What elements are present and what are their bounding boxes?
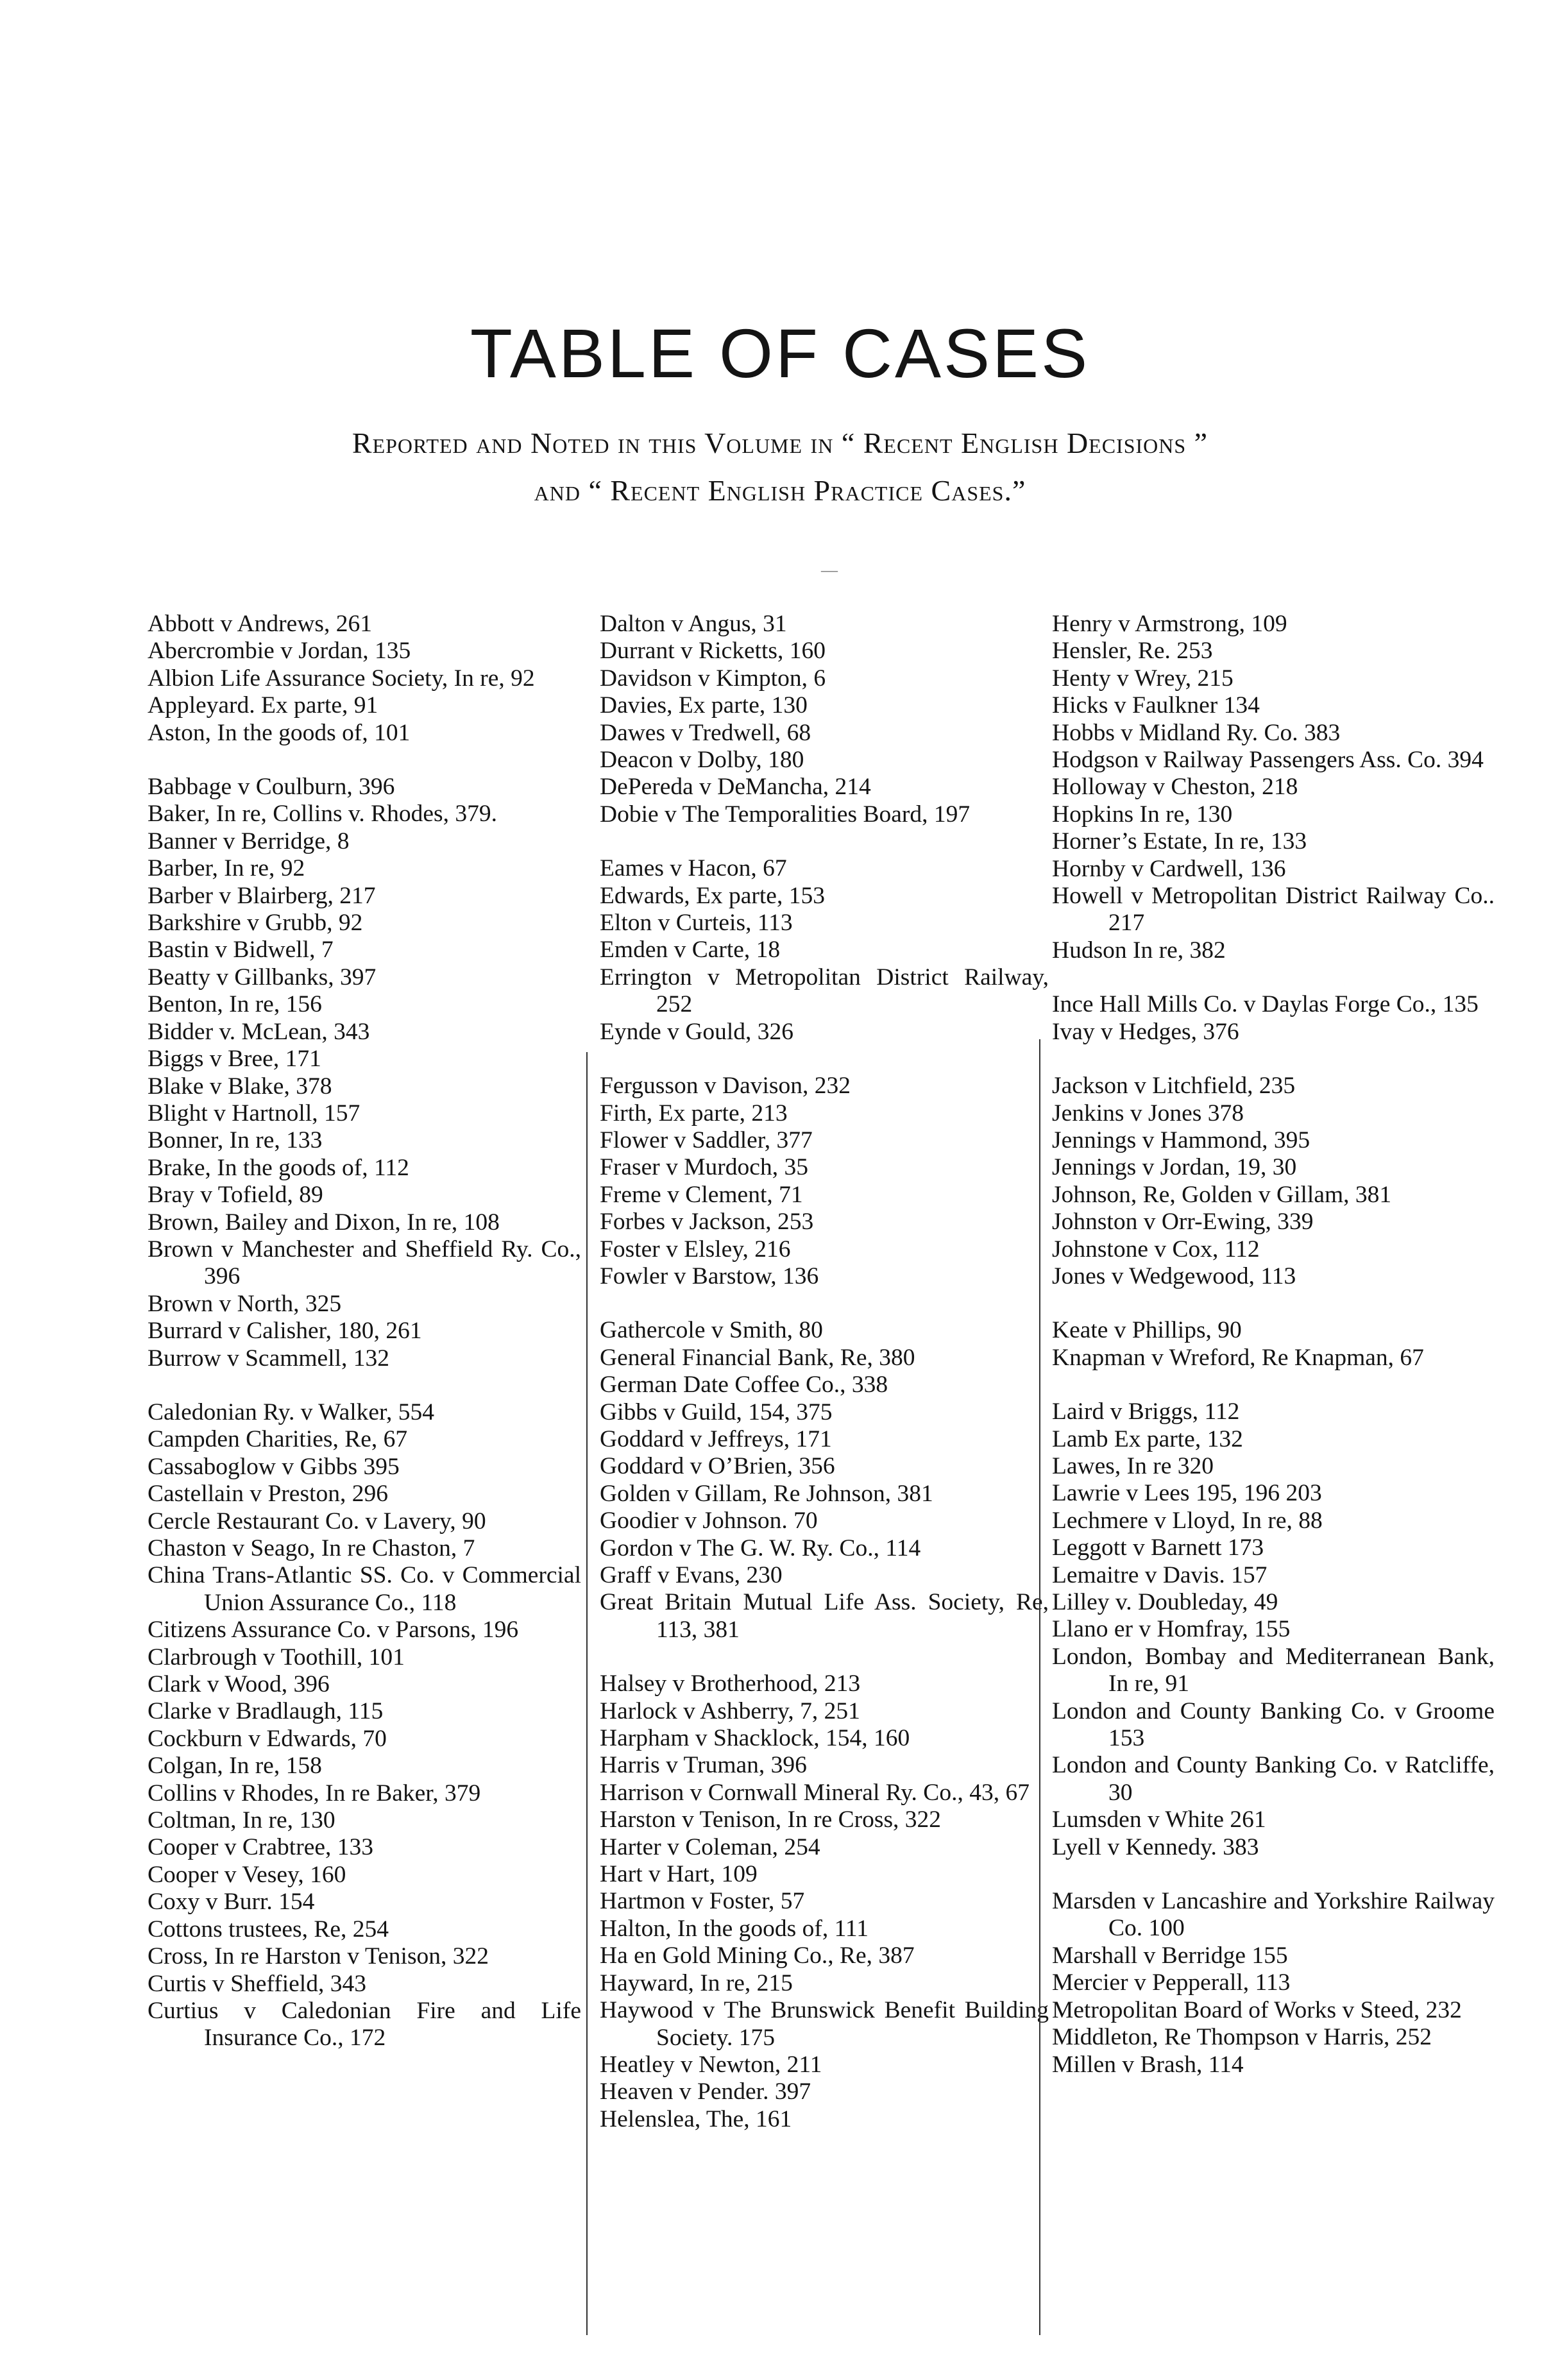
case-entry: Errington v Metropolitan District Railway, 252 xyxy=(600,964,1049,1018)
case-entry: Aston, In the goods of, 101 xyxy=(148,719,411,746)
case-entry: Brown v North, 325 xyxy=(148,1290,342,1317)
case-entry: Keate v Phillips, 90 xyxy=(1052,1317,1242,1344)
case-entry: Dawes v Tredwell, 68 xyxy=(600,719,811,746)
case-entry: Foster v Elsley, 216 xyxy=(600,1236,791,1262)
case-entry: Cassaboglow v Gibbs 395 xyxy=(148,1453,400,1480)
case-entry: China Trans-Atlantic SS. Co. v Commercial Union Assurance Co., 118 xyxy=(148,1562,581,1616)
case-entry: Coxy v Burr. 154 xyxy=(148,1889,315,1916)
case-entry: Hodgson v Railway Passengers Ass. Co. 394 xyxy=(1052,747,1484,774)
case-entry: Horner’s Estate, In re, 133 xyxy=(1052,828,1307,855)
case-entry: Howell v Metropolitan District Railway Co.. 217 xyxy=(1052,883,1495,937)
case-entry: Blake v Blake, 378 xyxy=(148,1073,332,1100)
case-entry: Caledonian Ry. v Walker, 554 xyxy=(148,1398,435,1425)
case-entry: Halsey v Brotherhood, 213 xyxy=(600,1670,861,1697)
case-entry: DePereda v DeMancha, 214 xyxy=(600,774,871,801)
case-entry: Fraser v Murdoch, 35 xyxy=(600,1154,808,1181)
case-entry: Edwards, Ex parte, 153 xyxy=(600,882,825,909)
case-entry: Burrow v Scammell, 132 xyxy=(148,1345,390,1372)
case-entry: Bray v Tofield, 89 xyxy=(148,1182,323,1209)
case-entry: Hicks v Faulkner 134 xyxy=(1052,692,1260,719)
case-entry: Dalton v Angus, 31 xyxy=(600,611,787,637)
case-entry: Benton, In re, 156 xyxy=(148,991,322,1018)
case-entry: Halton, In the goods of, 111 xyxy=(600,1915,869,1942)
case-entry: Harris v Truman, 396 xyxy=(600,1752,807,1779)
case-entry: Elton v Curteis, 113 xyxy=(600,910,793,937)
index-column-1 xyxy=(148,611,581,2052)
case-entry: Harston v Tenison, In re Cross, 322 xyxy=(600,1806,942,1833)
case-entry: Knapman v Wreford, Re Knapman, 67 xyxy=(1052,1344,1424,1371)
case-entry: Harter v Coleman, 254 xyxy=(600,1833,820,1860)
case-entry: Lyell v Kennedy. 383 xyxy=(1052,1833,1259,1860)
case-entry: Lumsden v White 261 xyxy=(1052,1806,1266,1833)
case-entry: Appleyard. Ex parte, 91 xyxy=(148,692,378,719)
case-entry: Hudson In re, 382 xyxy=(1052,937,1226,964)
column-rule-left xyxy=(586,1052,588,2335)
case-entry: Freme v Clement, 71 xyxy=(600,1181,803,1208)
case-entry: Goddard v O’Brien, 356 xyxy=(600,1453,835,1480)
case-entry: Coltman, In re, 130 xyxy=(148,1807,335,1834)
case-entry: Harrison v Cornwall Mineral Ry. Co., 43, 67 xyxy=(600,1779,1030,1806)
case-entry: Eames v Hacon, 67 xyxy=(600,855,787,882)
case-entry: Gordon v The G. W. Ry. Co., 114 xyxy=(600,1534,921,1561)
case-entry: Brake, In the goods of, 112 xyxy=(148,1154,409,1181)
case-entry: Babbage v Coulburn, 396 xyxy=(148,774,395,801)
subtitle-line-2: and “ Recent English Practice Cases.” xyxy=(534,474,1026,507)
case-entry: Biggs v Bree, 171 xyxy=(148,1046,321,1073)
case-entry: Gathercole v Smith, 80 xyxy=(600,1317,823,1344)
case-entry: Lawrie v Lees 195, 196 203 xyxy=(1052,1480,1322,1507)
case-entry: Brown v Manchester and Sheffield Ry. Co., 396 xyxy=(148,1236,581,1290)
case-entry: Forbes v Jackson, 253 xyxy=(600,1209,814,1236)
case-entry: Collins v Rhodes, In re Baker, 379 xyxy=(148,1780,481,1806)
case-entry: Hobbs v Midland Ry. Co. 383 xyxy=(1052,719,1341,746)
case-entry: Lawes, In re 320 xyxy=(1052,1452,1214,1479)
case-entry: Helenslea, The, 161 xyxy=(600,2105,792,2132)
case-entry: Jenkins v Jones 378 xyxy=(1052,1100,1244,1126)
case-entry: Cooper v Crabtree, 133 xyxy=(148,1834,373,1861)
case-entry: Johnstone v Cox, 112 xyxy=(1052,1236,1260,1262)
case-entry: Chaston v Seago, In re Chaston, 7 xyxy=(148,1535,475,1561)
column-rule-right xyxy=(1039,1039,1040,2335)
case-entry: Ha en Gold Mining Co., Re, 387 xyxy=(600,1942,915,1969)
case-entry: Hayward, In re, 215 xyxy=(600,1969,793,1996)
case-entry: Marshall v Berridge 155 xyxy=(1052,1942,1288,1969)
case-entry: Goddard v Jeffreys, 171 xyxy=(600,1425,832,1452)
case-entry: Citizens Assurance Co. v Parsons, 196 xyxy=(148,1617,519,1644)
case-entry: Jennings v Hammond, 395 xyxy=(1052,1126,1310,1153)
case-entry: Jones v Wedgewood, 113 xyxy=(1052,1262,1296,1289)
subtitle-line-1: Reported and Noted in this Volume in “ Recent English Decisions ” xyxy=(352,427,1208,459)
ornament-mark: — xyxy=(821,561,838,579)
case-entry: Middleton, Re Thompson v Harris, 252 xyxy=(1052,2024,1432,2051)
case-entry: Curtius v Caledonian Fire and Life Insurance Co., 172 xyxy=(148,1997,581,2052)
case-entry: Gibbs v Guild, 154, 375 xyxy=(600,1398,833,1425)
case-entry: Millen v Brash, 114 xyxy=(1052,2051,1244,2078)
case-entry: Goodier v Johnson. 70 xyxy=(600,1508,818,1534)
case-entry: Abercrombie v Jordan, 135 xyxy=(148,638,411,665)
case-entry: Hartmon v Foster, 57 xyxy=(600,1888,805,1915)
page-title: TABLE OF CASES xyxy=(470,314,1090,392)
case-entry: Clarbrough v Toothill, 101 xyxy=(148,1644,405,1670)
case-entry: Harpham v Shacklock, 154, 160 xyxy=(600,1725,910,1752)
case-entry: Cross, In re Harston v Tenison, 322 xyxy=(148,1943,489,1970)
case-entry: Emden v Carte, 18 xyxy=(600,937,781,964)
case-entry: Leggott v Barnett 173 xyxy=(1052,1534,1264,1561)
case-entry: Flower v Saddler, 377 xyxy=(600,1126,813,1153)
case-entry: Golden v Gillam, Re Johnson, 381 xyxy=(600,1480,933,1507)
case-entry: Heatley v Newton, 211 xyxy=(600,2051,822,2078)
case-entry: Cercle Restaurant Co. v Lavery, 90 xyxy=(148,1508,486,1534)
case-entry: Albion Life Assurance Society, In re, 92 xyxy=(148,665,535,692)
case-entry: Abbott v Andrews, 261 xyxy=(148,611,372,637)
case-entry: Henty v Wrey, 215 xyxy=(1052,665,1234,692)
case-entry: Ivay v Hedges, 376 xyxy=(1052,1018,1239,1045)
case-entry: Lilley v. Doubleday, 49 xyxy=(1052,1589,1278,1615)
case-entry: Curtis v Sheffield, 343 xyxy=(148,1970,366,1997)
case-entry: London, Bombay and Mediterranean Bank, In re, 91 xyxy=(1052,1643,1495,1697)
case-entry: Baker, In re, Collins v. Rhodes, 379. xyxy=(148,801,497,828)
case-entry: Clark v Wood, 396 xyxy=(148,1671,330,1698)
case-entry: Brown, Bailey and Dixon, In re, 108 xyxy=(148,1209,500,1236)
case-entry: Campden Charities, Re, 67 xyxy=(148,1426,408,1453)
case-entry: Firth, Ex parte, 213 xyxy=(600,1100,788,1126)
case-entry: Burrard v Calisher, 180, 261 xyxy=(148,1318,422,1345)
index-column-2 xyxy=(600,611,1049,2133)
case-entry: Cooper v Vesey, 160 xyxy=(148,1861,346,1888)
case-entry: Davies, Ex parte, 130 xyxy=(600,692,808,719)
case-entry: Hensler, Re. 253 xyxy=(1052,638,1213,665)
case-entry: Bastin v Bidwell, 7 xyxy=(148,937,334,964)
case-entry: Great Britain Mutual Life Ass. Society, Re, 113, 381 xyxy=(600,1589,1049,1643)
case-entry: Hornby v Cardwell, 136 xyxy=(1052,855,1286,882)
case-entry: Blight v Hartnoll, 157 xyxy=(148,1100,360,1126)
case-entry: German Date Coffee Co., 338 xyxy=(600,1372,888,1398)
case-entry: Laird v Briggs, 112 xyxy=(1052,1398,1240,1425)
case-entry: Graff v Evans, 230 xyxy=(600,1562,783,1588)
case-entry: Bidder v. McLean, 343 xyxy=(148,1018,370,1045)
case-entry: Henry v Armstrong, 109 xyxy=(1052,611,1287,637)
case-entry: Clarke v Bradlaugh, 115 xyxy=(148,1698,384,1725)
case-entry: Johnson, Re, Golden v Gillam, 381 xyxy=(1052,1181,1392,1208)
case-entry: Hopkins In re, 130 xyxy=(1052,801,1233,828)
case-entry: Lechmere v Lloyd, In re, 88 xyxy=(1052,1507,1323,1534)
case-entry: Ince Hall Mills Co. v Daylas Forge Co., 135 xyxy=(1052,991,1479,1018)
case-entry: Banner v Berridge, 8 xyxy=(148,828,350,854)
case-entry: London and County Banking Co. v Groome 153 xyxy=(1052,1697,1495,1752)
case-entry: Jackson v Litchfield, 235 xyxy=(1052,1073,1296,1100)
case-entry: Holloway v Cheston, 218 xyxy=(1052,774,1298,801)
case-entry: Lamb Ex parte, 132 xyxy=(1052,1425,1243,1452)
case-entry: Jennings v Jordan, 19, 30 xyxy=(1052,1154,1297,1181)
case-entry: Colgan, In re, 158 xyxy=(148,1753,322,1780)
case-entry: Mercier v Pepperall, 113 xyxy=(1052,1969,1291,1996)
case-entry: Barkshire v Grubb, 92 xyxy=(148,910,363,937)
case-entry: Deacon v Dolby, 180 xyxy=(600,747,804,774)
case-entry: Barber v Blairberg, 217 xyxy=(148,882,376,909)
case-entry: Eynde v Gould, 326 xyxy=(600,1018,794,1045)
case-entry: Heaven v Pender. 397 xyxy=(600,2078,811,2105)
case-entry: Cockburn v Edwards, 70 xyxy=(148,1725,387,1752)
case-entry: Dobie v The Temporalities Board, 197 xyxy=(600,801,971,828)
case-entry: Durrant v Ricketts, 160 xyxy=(600,638,826,665)
case-entry: Hart v Hart, 109 xyxy=(600,1861,758,1888)
case-entry: Castellain v Preston, 296 xyxy=(148,1481,388,1508)
index-column-3 xyxy=(1052,611,1495,2078)
case-entry: Cottons trustees, Re, 254 xyxy=(148,1916,389,1942)
case-entry: Davidson v Kimpton, 6 xyxy=(600,665,826,692)
case-entry: Lemaitre v Davis. 157 xyxy=(1052,1561,1268,1588)
case-entry: Fergusson v Davison, 232 xyxy=(600,1073,851,1100)
case-entry: General Financial Bank, Re, 380 xyxy=(600,1344,915,1371)
case-entry: Llano er v Homfray, 155 xyxy=(1052,1616,1291,1643)
case-entry: Beatty v Gillbanks, 397 xyxy=(148,964,377,990)
case-entry: Bonner, In re, 133 xyxy=(148,1127,323,1154)
case-entry: Metropolitan Board of Works v Steed, 232 xyxy=(1052,1996,1462,2023)
case-entry: Harlock v Ashberry, 7, 251 xyxy=(600,1697,860,1724)
case-entry: Barber, In re, 92 xyxy=(148,855,305,882)
case-entry: London and County Banking Co. v Ratcliffe, 30 xyxy=(1052,1752,1495,1806)
case-entry: Marsden v Lancashire and Yorkshire Railway Co. 100 xyxy=(1052,1888,1495,1942)
case-entry: Fowler v Barstow, 136 xyxy=(600,1262,819,1289)
case-entry: Johnston v Orr-Ewing, 339 xyxy=(1052,1209,1314,1236)
case-entry: Haywood v The Brunswick Benefit Building Society. 175 xyxy=(600,1997,1049,2051)
